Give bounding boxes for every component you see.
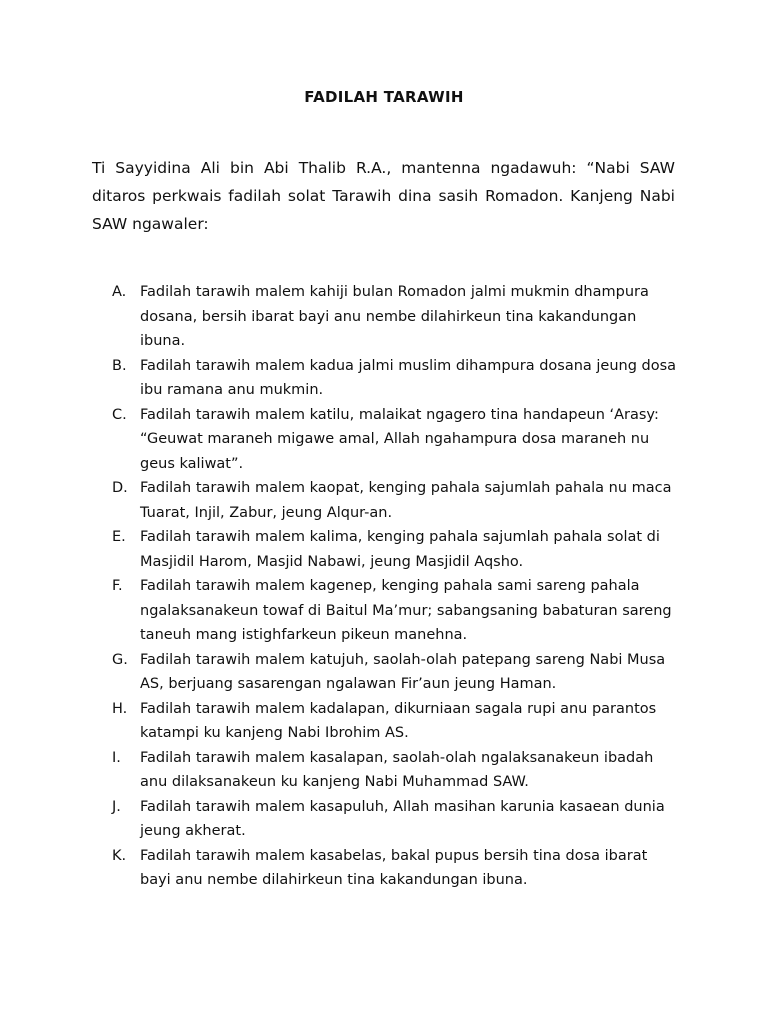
list-item-text: Fadilah tarawih malem kagenep, kenging pahala sami sareng pahala ngalaksanakeun towaf di Baitul Ma’mur; sabangsaning babaturan sareng taneuh mang istighfarkeun pikeun manehna.: [140, 578, 672, 643]
list-marker: C.: [112, 406, 127, 423]
list-marker: J.: [112, 798, 121, 815]
list-item-text: Fadilah tarawih malem kasapuluh, Allah masihan karunia kasaean dunia jeung akherat.: [140, 798, 665, 839]
list-marker: I.: [112, 749, 121, 766]
list-item: [112, 525, 682, 574]
list-item: [112, 403, 682, 477]
list-marker: K.: [112, 847, 127, 864]
list-marker: A.: [112, 284, 127, 300]
fadilah-list: [112, 280, 682, 893]
list-item-text: Fadilah tarawih malem kahiji bulan Romadon jalmi mukmin dhampura dosana, bersih ibarat bayi anu nembe dilahirkeun tina kakandungan ibuna.: [140, 284, 649, 349]
list-marker: H.: [112, 700, 128, 717]
list-item-text: Fadilah tarawih malem kalima, kenging pahala sajumlah pahala solat di Masjidil Harom, Masjid Nabawi, jeung Masjidil Aqsho.: [140, 529, 660, 570]
list-item-text: Fadilah tarawih malem kadalapan, dikurniaan sagala rupi anu parantos katampi ku kanjeng Nabi Ibrohim AS.: [140, 700, 657, 741]
list-marker: D.: [112, 480, 128, 496]
list-marker: G.: [112, 651, 128, 668]
list-item-text: Fadilah tarawih malem kaopat, kenging pahala sajumlah pahala nu maca Tuarat, Injil, Zabur, jeung Alqur-an.: [140, 480, 672, 521]
list-item-text: Fadilah tarawih malem katilu, malaikat ngagero tina handapeun ‘Arasy: “Geuwat maraneh migawe amal, Allah ngahampura dosa maraneh nu geus kaliwat”.: [140, 406, 659, 472]
list-item: [112, 648, 682, 697]
list-item: [112, 280, 682, 354]
document-title: FADILAH TARAWIH: [304, 88, 464, 106]
list-item-text: Fadilah tarawih malem kasabelas, bakal pupus bersih tina dosa ibarat bayi anu nembe dilahirkeun tina kakandungan ibuna.: [140, 847, 648, 888]
list-item: [112, 354, 682, 403]
list-marker: E.: [112, 529, 126, 545]
list-item: [112, 746, 682, 795]
list-item-text: Fadilah tarawih malem katujuh, saolah-olah patepang sareng Nabi Musa AS, berjuang sasarengan ngalawan Fir’aun jeung Haman.: [140, 651, 666, 692]
intro-paragraph: Ti Sayyidina Ali bin Abi Thalib R.A., mantenna ngadawuh: “Nabi SAW ditaros perkwais fadilah solat Tarawih dina sasih Romadon. Kanjeng Nabi SAW ngawaler:: [92, 159, 675, 233]
list-item: [112, 795, 682, 844]
list-item: [112, 574, 682, 648]
list-item: [112, 697, 682, 746]
list-marker: F.: [112, 578, 123, 594]
list-marker: B.: [112, 357, 127, 374]
list-item-text: Fadilah tarawih malem kadua jalmi muslim dihampura dosana jeung dosa ibu ramana anu mukmin.: [140, 357, 677, 398]
list-item-text: Fadilah tarawih malem kasalapan, saolah-olah ngalaksanakeun ibadah anu dilaksanakeun ku kanjeng Nabi Muhammad SAW.: [140, 749, 654, 790]
list-item: [112, 844, 682, 893]
list-item: [112, 476, 682, 525]
